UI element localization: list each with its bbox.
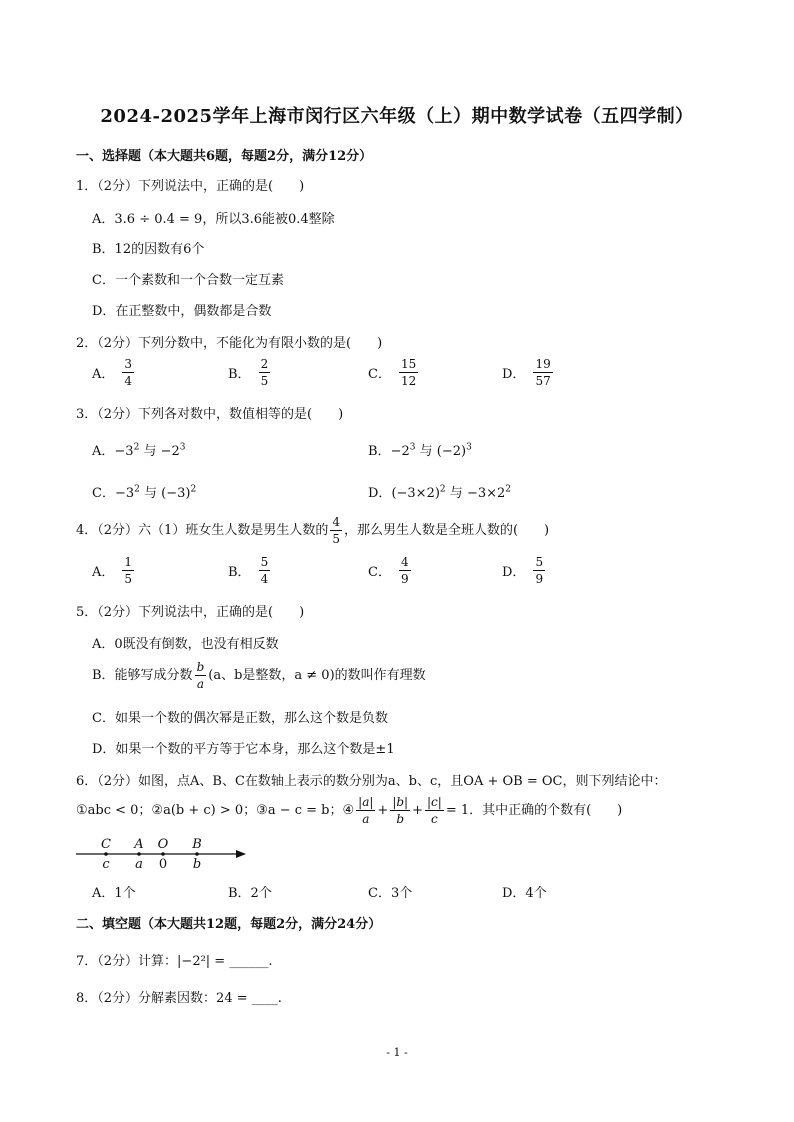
arrow-head-icon [236,850,246,858]
question-4-option-d [502,556,547,585]
question-5-option-c: C．如果一个数的偶次幂是正数，那么这个数是负数 [92,711,388,726]
denominator: 4 [260,572,269,586]
question-5-stem: 5．（2分）下列说法中，正确的是( ) [76,605,305,620]
fraction [259,358,271,387]
fraction [356,796,375,825]
numerator: 4 [400,555,409,569]
question-7: 7．（2分）计算：|−2²| = ______. [76,954,273,969]
number-line-figure [76,836,256,874]
numerator: 15 [400,357,417,371]
option-label: B． [228,565,251,580]
fraction [390,796,410,825]
question-1-option-c: C．一个素数和一个合数一定互素 [92,273,284,288]
option-label: C． [368,565,391,580]
numerator: |b| [392,795,409,809]
question-6-conditions: ①abc < 0；②a(b + c) > 0；③a − c = b；④ $\frac{|a|}{a}$ + $\frac{|b|}{b}$ + $\frac{|c|}{c}$ = 1．其中正确的个数有( ) [76,795,623,826]
option-label: D． [502,565,526,580]
option-text: (a、b是整数，a ≠ 0)的数叫作有理数 [208,668,426,683]
numerator: 1 [124,555,133,569]
question-2-option-d [502,358,555,387]
option-label: A． [92,367,115,382]
connector-text: 与 [143,444,157,459]
point-c-label: C [101,837,111,852]
conditions-text: ①abc < 0；②a(b + c) > 0；③a − c = b；④ [76,803,355,818]
question-2-option-c [368,358,420,387]
question-3-option-b: B．$-2^3$ 与 $(-2)^3$ [368,442,472,459]
connector-text: 与 [419,444,433,459]
denominator: 9 [400,572,409,586]
option-text: B．能够写成分数 [92,668,193,683]
denominator: 9 [535,572,544,586]
question-6-option-b: B．2个 [228,886,272,901]
point-o-value: 0 [158,857,168,872]
question-6-option-c: C．3个 [368,886,413,901]
stem-text: ，那么男生人数是全班人数的( ) [343,523,550,538]
point-b-label: B [192,837,202,852]
denominator: 4 [124,374,133,388]
question-5-option-d: D．如果一个数的平方等于它本身，那么这个数是±1 [92,742,395,757]
question-8: 8．（2分）分解素因数：24 = ____. [76,991,282,1006]
point-a-value: a [135,857,143,872]
numerator: 3 [124,357,133,371]
denominator: c [431,812,438,826]
fraction [330,516,342,545]
fraction [533,556,545,585]
denominator: 5 [124,572,133,586]
question-2-option-a [92,358,136,387]
point-c-value: c [102,857,110,872]
stem-text: 4．（2分）六（1）班女生人数是男生人数的 [76,523,329,538]
numerator: b [196,660,205,674]
option-label: A． [92,565,115,580]
connector-text: 与 [144,486,158,501]
denominator: 57 [535,374,551,388]
question-1-stem: 1．（2分）下列说法中，正确的是( ) [76,179,305,194]
numerator: 5 [535,555,544,569]
connector-text: 与 [449,486,463,501]
option-label: D． [368,486,392,501]
denominator: 5 [260,374,269,388]
question-1-option-a: A．3.6 ÷ 0.4 = 9，所以3.6能被0.4整除 [92,212,335,227]
question-6-stem: 6．（2分）如图，点A、B、C在数轴上表示的数分别为a、b、c，且OA + OB = OC，则下列结论中： [76,774,667,789]
option-label: A． [92,444,115,459]
question-5-option-b [92,661,426,690]
denominator: 12 [400,374,417,388]
question-4-option-b [228,556,272,585]
option-label: B． [228,367,251,382]
point-b-dot [195,852,199,856]
question-4-option-a [92,556,136,585]
numerator: 19 [535,357,551,371]
numerator: |c| [427,795,442,809]
section-heading-fill-in: 二、填空题（本大题共12题，每题2分，满分24分） [76,917,382,932]
fraction [425,796,444,825]
question-6-option-d: D．4个 [502,886,547,901]
fraction [533,358,552,387]
numerator: |a| [358,795,374,809]
point-a-label: A [134,837,144,852]
fraction [399,358,418,387]
denominator: a [362,812,370,826]
option-label: C． [92,486,115,501]
denominator: a [196,677,204,691]
numerator: 4 [332,515,340,529]
question-3-stem: 3．（2分）下列各对数中，数值相等的是( ) [76,407,344,422]
question-4-option-c [368,556,413,585]
point-o-label: O [157,837,169,852]
fraction [195,661,207,690]
question-2-stem: 2．（2分）下列分数中，不能化为有限小数的是( ) [76,336,383,351]
option-label: C． [368,367,391,382]
conditions-text: = 1．其中正确的个数有( ) [445,803,623,818]
section-heading-choice: 一、选择题（本大题共6题，每题2分，满分12分） [76,149,373,164]
option-label: B． [368,444,391,459]
question-6-option-a: A．1个 [92,886,136,901]
point-a-dot [137,852,141,856]
denominator: b [396,812,405,826]
question-4-stem [76,516,549,545]
question-2-option-b [228,358,272,387]
fraction [399,556,411,585]
question-1-option-d: D．在正整数中，偶数都是合数 [92,304,272,319]
question-3-option-a: A．$-3^2$ 与 $-2^3$ [92,442,186,459]
page-title: 2024-2025学年上海市闵行区六年级（上）期中数学试卷（五四学制） [100,106,694,127]
question-3-option-d: D．$(-3\times 2)^2$ 与 $-3\times 2^2$ [368,484,512,501]
numerator: 5 [260,555,269,569]
numerator: 2 [260,357,269,371]
point-b-value: b [192,857,202,872]
page-number: - 1 - [386,1046,408,1059]
question-5-option-a: A．0既没有倒数，也没有相反数 [92,637,279,652]
point-c-dot [104,852,108,856]
fraction [122,556,134,585]
denominator: 5 [332,532,340,546]
option-label: D． [502,367,526,382]
question-1-option-b: B．12的因数有6个 [92,242,205,257]
fraction [122,358,134,387]
point-o-dot [161,852,165,856]
fraction [259,556,271,585]
question-3-option-c: C．$-3^2$ 与 $(-3)^2$ [92,484,197,501]
